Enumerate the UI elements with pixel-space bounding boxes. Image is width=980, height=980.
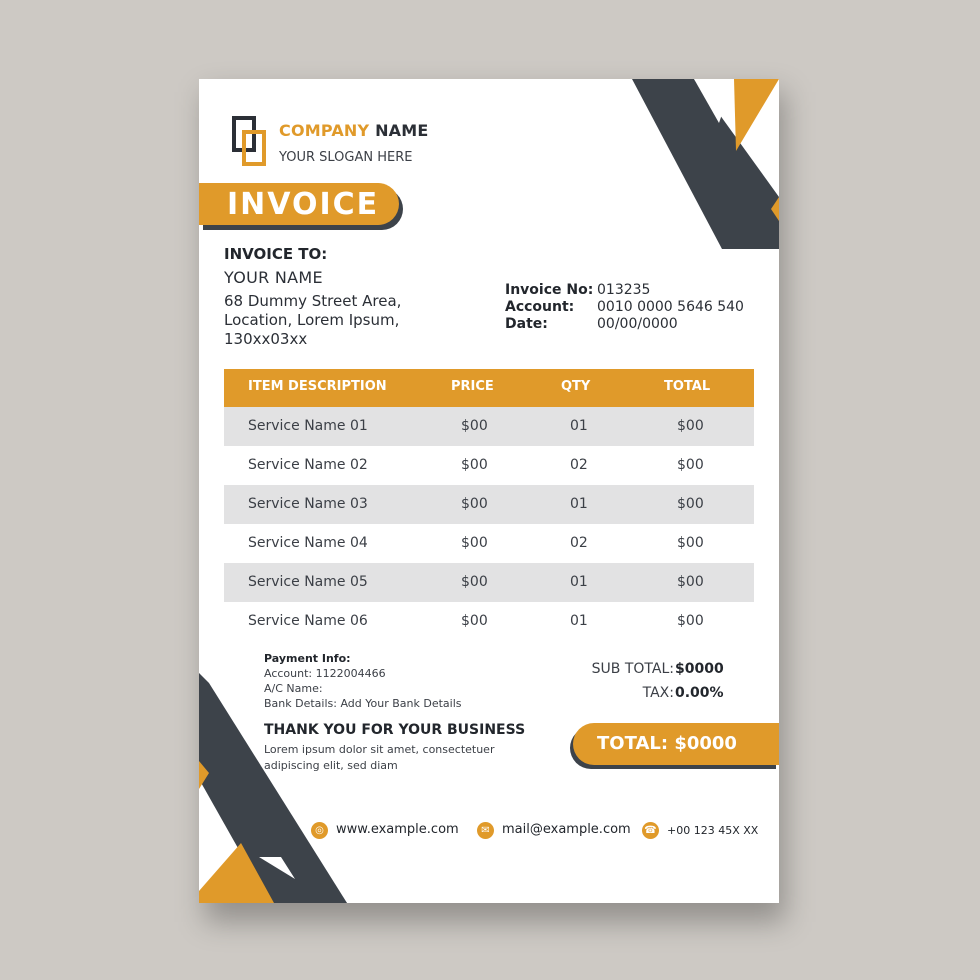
mail-icon: ✉: [477, 822, 494, 839]
row-description: Service Name 05: [248, 574, 368, 590]
row-price: $00: [461, 535, 488, 551]
row-qty: 01: [570, 574, 588, 590]
company-name: [279, 121, 429, 140]
invoice-no-value: 013235: [597, 282, 651, 298]
tax-value: 0.00%: [675, 685, 724, 701]
website-text[interactable]: www.example.com: [336, 822, 459, 837]
total-badge: [573, 723, 779, 765]
row-total: $00: [677, 418, 704, 434]
payment-heading: Payment Info:: [264, 652, 351, 665]
invoice-title: INVOICE: [227, 187, 380, 222]
payment-account: Account: 1122004466: [264, 667, 386, 680]
row-qty: 01: [570, 613, 588, 629]
table-row: [224, 563, 754, 602]
company-slogan: YOUR SLOGAN HERE: [279, 150, 413, 165]
company-name-part1: COMPANY: [279, 121, 370, 140]
row-description: Service Name 06: [248, 613, 368, 629]
phone-icon: ☎: [642, 822, 659, 839]
bill-to-address: 68 Dummy Street Area, Location, Lorem Ipsum, 130xx03xx: [224, 292, 402, 348]
payment-info: [264, 651, 462, 711]
tax-label: TAX:: [642, 685, 674, 701]
account-label: Account:: [505, 299, 575, 315]
row-qty: 01: [570, 496, 588, 512]
row-qty: 02: [570, 535, 588, 551]
phone-text[interactable]: +00 123 45X XX: [667, 824, 759, 837]
invoice-title-banner: [199, 183, 399, 225]
invoice-meta: [505, 282, 744, 333]
email-text[interactable]: mail@example.com: [502, 822, 631, 837]
table-header: [224, 369, 754, 407]
row-price: $00: [461, 418, 488, 434]
bill-to-name: YOUR NAME: [224, 268, 323, 287]
thank-you-heading: THANK YOU FOR YOUR BUSINESS: [264, 722, 526, 738]
row-price: $00: [461, 613, 488, 629]
table-row: [224, 485, 754, 524]
row-total: $00: [677, 574, 704, 590]
invoice-page: [199, 79, 779, 903]
row-total: $00: [677, 457, 704, 473]
row-total: $00: [677, 535, 704, 551]
table-row: [224, 407, 754, 446]
total-value: TOTAL: $0000: [597, 733, 737, 754]
row-qty: 01: [570, 418, 588, 434]
header-qty: QTY: [561, 379, 591, 394]
date-value: 00/00/0000: [597, 316, 678, 332]
company-logo-icon: [232, 116, 266, 166]
row-description: Service Name 01: [248, 418, 368, 434]
items-table: [224, 369, 754, 641]
globe-icon: ◎: [311, 822, 328, 839]
row-price: $00: [461, 574, 488, 590]
header-total: TOTAL: [664, 379, 711, 394]
account-value: 0010 0000 5646 540: [597, 299, 744, 315]
row-qty: 02: [570, 457, 588, 473]
summary: [569, 661, 759, 709]
payment-ac-name: A/C Name:: [264, 682, 323, 695]
date-label: Date:: [505, 316, 548, 332]
thank-you-text: Lorem ipsum dolor sit amet, consectetuer adipiscing elit, sed diam: [264, 743, 495, 772]
invoice-no-label: Invoice No:: [505, 282, 594, 298]
subtotal-label: SUB TOTAL:: [591, 661, 674, 677]
company-name-part2: NAME: [375, 121, 429, 140]
row-total: $00: [677, 613, 704, 629]
row-total: $00: [677, 496, 704, 512]
subtotal-value: $0000: [675, 661, 724, 677]
header-price: PRICE: [451, 379, 494, 394]
payment-bank: Bank Details: Add Your Bank Details: [264, 697, 462, 710]
header-description: ITEM DESCRIPTION: [248, 379, 387, 394]
row-description: Service Name 04: [248, 535, 368, 551]
bill-to-label: INVOICE TO:: [224, 245, 328, 263]
table-row: [224, 602, 754, 641]
row-price: $00: [461, 457, 488, 473]
table-row: [224, 446, 754, 485]
row-price: $00: [461, 496, 488, 512]
row-description: Service Name 02: [248, 457, 368, 473]
row-description: Service Name 03: [248, 496, 368, 512]
table-row: [224, 524, 754, 563]
